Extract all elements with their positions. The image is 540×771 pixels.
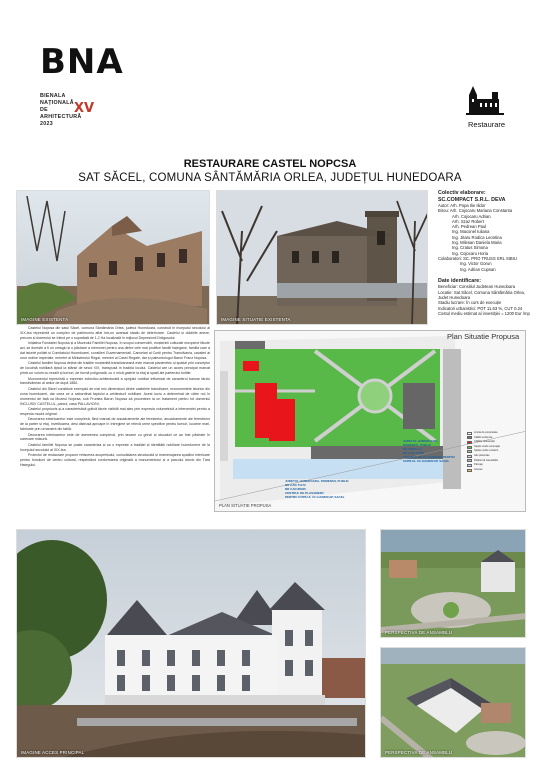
legend-swatch (467, 464, 472, 467)
note-line: JUDETUL HUNEDOARA, (403, 439, 438, 443)
info-line: Ing. Maconel Iuliana (452, 229, 490, 235)
legend-label: Clădiri existente (474, 435, 493, 439)
description-text (20, 326, 210, 511)
castle-icon (466, 83, 504, 115)
legend-swatch (467, 436, 472, 439)
legend-swatch (467, 432, 472, 435)
info-line: Ing. Victor Gorun (460, 261, 492, 267)
date-line: Indicatori urbanistici: POT 11.63 %, CUT 0.24 (438, 305, 523, 311)
legend-label: Parcaje (474, 463, 483, 467)
note-line: DOMENIUL PUBLIC (403, 443, 431, 447)
plan-note-left (285, 479, 349, 499)
photo-caption: IMAGINE EXISTENTA (21, 317, 69, 322)
date-title: Date identificare: (438, 277, 481, 284)
legend-label: Clădire restaurată (474, 440, 495, 444)
legend-swatch (467, 446, 472, 449)
paragraph: Castelul propriuzis și-a caracteristică gotică târzie vizibilă mai ales prin expresia volumetrică a intervenției pentru a respecta modul original. (20, 407, 210, 416)
logo-line: BIENALA (40, 93, 66, 99)
date-line: Costul mediu estimat al investiției = 1200 Eur /mp (438, 310, 530, 316)
paragraph: Monumentul reprezintă o expresie eclectico-arhitecturală a sprijului nobiliar influențat de caracterul bancar târziu transilvănean al anilor de după 1860. (20, 376, 210, 386)
paragraph: Castelul Nopcsa din satul Săcel, comuna Sântămăria Orlea, județul Hunedoara, construit în începutul secolului al XIX-lea reprezintă un complex de patrimoniu aflat într-un avansat stadiu de deteriorare. Castelul și clădirile anexe, precum și domeniul se întind pe o suprafață de 1,2 Ha localizată în mijlocul Depresiunii Drăgușului. (20, 326, 210, 340)
legend-item (467, 468, 522, 473)
paragraph: Castelul din Săcel constituie exemplul de mai mic dimensiuni dintre castelele transilvane, monumentele istorice din zona hunedoarei, dar ceea ce a sabordinat faptului a arhitecturii nobiliare. Acest lucru a determinat de către noi în momentul de față ca Muzeul Nopcsa, sub Fruntea Baron Nopcsa să procedeze la un tratament pentru tot domeniul INCLUSIV CASTELUL, parcul, casa PALLAVICINI. (20, 386, 210, 406)
collective-title: Colectiv elaborare: (438, 190, 486, 196)
note-line: NR CAD 88345 (285, 487, 306, 491)
page-header (0, 0, 540, 150)
note-line: NR CAD 71088 (403, 451, 424, 455)
plan-legend (467, 431, 522, 472)
logo-letters: BNA (40, 42, 124, 82)
note-line: CENTRUL DE PLASAMENT PENTRU (403, 455, 455, 459)
legend-label: Alei pietonale (474, 453, 490, 457)
photo-caption: PERSPECTIVA DE ANSAMBLU (385, 750, 453, 755)
paragraph: Proiectul de restaurare propune refacerea acoperișului, consolidarea structurală și reamenajarea spațiilor interioare pentru funcțiuni de centru cultural, respectând conformarea originală a monumentului și a parcului istoric din Țara Hațegului. (20, 453, 210, 467)
note-line: CENTRUL DE PLASAMENT (285, 491, 324, 495)
legend-swatch (467, 459, 472, 462)
plan-caption: PLAN SITUATIE PROPUSA (219, 503, 272, 508)
date-line: Beneficiar: Consiliul Judetean Hunedoara (438, 284, 516, 290)
legend-swatch (467, 450, 472, 453)
info-line: Ing. Milesan Daniela Maria (452, 240, 502, 246)
category-label: Restaurare (468, 120, 506, 129)
legend-label: Limita de proprietate (474, 431, 498, 434)
plan-title: Plan Situatie Propusa (447, 332, 520, 341)
note-line: NR CAD 71172 (285, 483, 306, 487)
logo-line: ARHITECTURĂ (40, 114, 82, 120)
existing-castle-image (217, 191, 428, 325)
info-line: Ing. Cratus Simona (452, 245, 488, 251)
paragraph: Castelul familiei Nopcsa deține din tradiție moștenită transilvaneană este marcat planimetric și spațial prin conceptul de locuință nobiliară tipică la sfârșit de secol XIX, transpusă în tradiția locului. Castelul are un acces principal marcat printr-un volum cu rezalit și turnuri, de formă poligonală, cu o mică galerie la etaj și spații ale parterului boltite. (20, 361, 210, 376)
legend-label: Spațiu verde amenajat (474, 444, 500, 448)
date-line: Judet Hunedoara (438, 294, 471, 300)
note-line: NR TOPO 1-2 (403, 447, 422, 451)
aerial-perspective-image (381, 648, 526, 758)
paragraph: Castelul familiei Nopcsa se poate caracteriza și ca o expresie a tradiției și identității nobiliare hunedorene de la începutul secolului al XIX-lea. (20, 442, 210, 452)
legend-label: Accese (474, 467, 483, 471)
date-line: Locatie: Sat Săcel, Comuna Sântămăria Orlea, (438, 289, 526, 295)
note-line: PENTRU COPILUL CU HANDICAP, SACEL (285, 495, 345, 499)
paragraph: Decorarea exterioarelor este complexă, fiind marcat de ancadramente ale ferestrelor, ancadramente ale ferestrelor de la parter și etaj. Invelitoarea, deși distrusă aproape în întregime se relevă urme specifice pentru turnuri, lucarne mari, fabricate prin ornament din tablă. (20, 417, 210, 432)
legend-label: Spațiu verde existent (474, 449, 499, 453)
paragraph: Inițiativa Fundației Nopcsa și a Muzeului Familiei Nopcsa, în scopul conservării, moștenirii culturale europene făcute azi, se dorește a fi un omagiu și o păstrare a memoriei pentru una dintre cele mai prolifice familii hațegane, familia care a dat istoriei poliției și Comitatului Hunedoarei, consilieri Guvernamentali, Cancelari ai Curții pentru Transilvania, cavaleri ai unor ordine imperiale, membri ai Ministerului Regal, membri ai Casei Regale, dar și paleontologul Baron Franz Nopcsa. (20, 341, 210, 360)
logo-line: DE (40, 107, 48, 113)
info-line: Arh. Pedrean Paul (452, 224, 487, 230)
photo-perspective-2 (380, 647, 526, 758)
logo-line: NAȚIONALĂ (40, 100, 74, 106)
site-plan-drawing (215, 331, 526, 512)
info-line: Autor: Arh. Popa Ilie Ilidor (438, 203, 486, 208)
project-info (438, 190, 534, 325)
paragraph: Decorarea interioarelor este de asemenea complexă, prin tavane cu grinzi și stucaturi ce au fost păstrate în oarecare măsură. (20, 432, 210, 442)
legend-swatch (467, 469, 472, 472)
legend-label: Platformă carosabilă (474, 458, 498, 462)
info-line: Arh. Szaz Robert (452, 218, 484, 224)
photo-existing-ruin (16, 190, 210, 325)
info-line: Birou: Arh. Cojocaru Mariana Constanta (438, 208, 513, 214)
photo-caption: PERSPECTIVA DE ANSAMBLU (385, 630, 453, 635)
photo-existing-situation (216, 190, 428, 325)
legend-swatch (467, 455, 472, 458)
page-subtitle: SAT SĂCEL, COMUNA SÂNTĂMĂRIA ORLEA, JUDEȚUL HUNEDOARA (78, 172, 462, 184)
logo-numeral: XV (74, 101, 95, 116)
info-line: Ing. Jitaru Rodica Leontina (452, 234, 502, 240)
restored-castle-image (17, 530, 366, 758)
legend-swatch (467, 441, 472, 444)
photo-caption: IMAGINE ACCES PRINCIPAL (21, 750, 85, 755)
note-line: COPILUL CU HANDICAP, SACEL (403, 459, 450, 463)
ruin-image (17, 191, 210, 325)
firm-name: SC.COMPACT S.R.L. DEVA (438, 196, 506, 203)
photo-main-access (16, 529, 366, 758)
photo-caption: IMAGINE SITUATIE EXISTENTA (221, 317, 291, 322)
date-line: Stadiu lucrare: În curs de execuție (438, 300, 502, 306)
page-title: RESTAURARE CASTEL NOPCSA (183, 158, 357, 170)
photo-perspective-1 (380, 529, 526, 638)
logo-line: 2023 (40, 121, 53, 127)
info-line: Arh. Cojocaru Adrian (452, 213, 491, 219)
info-line: Ing. Adrian Cupsan (460, 266, 496, 272)
info-line: Colaboratori: SC. PRO TRUSS SRL SIBIU (438, 255, 517, 261)
note-line: JUDETUL HUNEDOARA, DOMENIUL PUBLIC (285, 479, 349, 483)
site-plan (214, 330, 526, 512)
plan-note-right (403, 439, 455, 463)
aerial-perspective-image (381, 530, 526, 638)
info-line: Ing. Cojocaru Horia (452, 250, 489, 256)
